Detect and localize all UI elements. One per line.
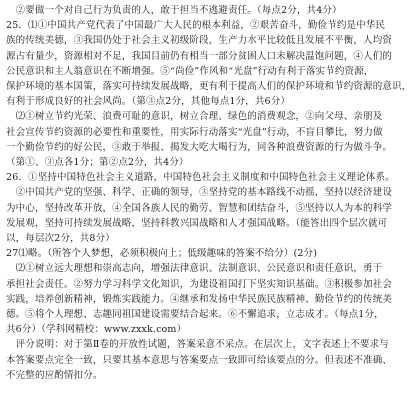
- text-line: 27⑴略。（所答个人梦想，必须积极向上；低级趣味的答案不给分）(2分): [6, 248, 318, 260]
- text-line: 评分说明：对于第Ⅱ卷的开放性试题，答案采意不采点。在层次上，文字表述上不要求与: [6, 339, 389, 351]
- text-line: 共6分）（学科网精校：www.zxxk.com）: [6, 324, 187, 336]
- text-line: 实践，培养创新精神，锻炼实践能力。④继承和发扬中华民族民族精神、勤俭节约的传统美: [6, 293, 393, 305]
- text-line: 以，每层次2分，共8分）: [6, 233, 115, 245]
- text-line: 发展观，坚持可持续发展战略，坚持科教兴国战略和人才强国战略。（能答出四个层次就可: [6, 217, 388, 229]
- text-line: 25．⑴①中国共产党代表了中国最广大人民的根本利益，②艰苦奋斗，勤俭节约是中华民: [6, 20, 386, 32]
- text-line: 德。⑤将个人理想、志趣同祖国建设需要结合起来。⑥不懈追求，立志成才。（每点1分，: [6, 309, 384, 321]
- text-line: ⑵①树立远大理想和崇高志向，增强法律意识、法制意识、公民意识和责任意识，勇于: [6, 263, 383, 275]
- text-line: ②要做一个对自己行为负责的人，敢于担当不逃避责任。（每点2分，共4分）: [6, 5, 342, 16]
- text-line: （第①、③点各1分；第②点2分，共4分）: [6, 157, 189, 169]
- text-line: 不完整的应酌情扣分。: [6, 369, 103, 381]
- text-line: ⑵①树立节约光荣、浪费可耻的意识，树立合理、绿色的消费观念，②向父母、亲朋及: [6, 111, 383, 123]
- text-line: 社会宣传节约资源的必要性和重要性，用实际行动落实“光盘”行动，不盲目攀比，努力做: [6, 126, 383, 138]
- text-line: 26．①坚持中国特色社会主义道路，中国特色社会主义制度和中国特色社会主义理论体系。: [6, 172, 395, 184]
- text-line: 一个勤俭节约的好公民，③敢于举报、揭发大吃大喝行为，同各种浪费资源的行为做斗争。: [6, 141, 393, 153]
- text-line: 为中心，坚持改革开放，④全国各族人民的勤劳、智慧和团结奋斗，⑤坚持以人为本的科学: [6, 202, 393, 214]
- text-line: 族的传统美德，③我国仍处于社会主义初级阶段，生产力水平比较低且发展不平衡，人均资: [6, 35, 393, 47]
- text-line: 源占有量少，资源相对不足，我国目前仍有相当一部分贫困人口未解决温饱问题，④人们的: [6, 50, 393, 62]
- text-line: 承担社会责任。②努力学习科学文化知识，为建设祖国打下坚实知识基础。③积极参加社会: [6, 278, 393, 290]
- text-line: ②中国共产党的坚强、科学、正确的领导，③坚持党的基本路线不动摇，坚持以经济建设: [6, 187, 393, 199]
- text-line: 本答案要点完全一致，只要其基本意思与答案要点一致即可给该要点的分。但表述不准确、: [6, 354, 393, 366]
- text-line: 有利于形成良好的社会风尚。（第③点2分，其他每点1分，共6分）: [6, 96, 291, 108]
- text-line: 保护环境的基本国策，落实可持续发展战略，更有利于提高人们的保护环境和节约资源的意识，: [6, 81, 412, 93]
- text-line: 公民意识和主人翁意识在不断增强。⑤“尚俭”作风和“光盘”行动有利于落实节约资源，: [6, 65, 374, 77]
